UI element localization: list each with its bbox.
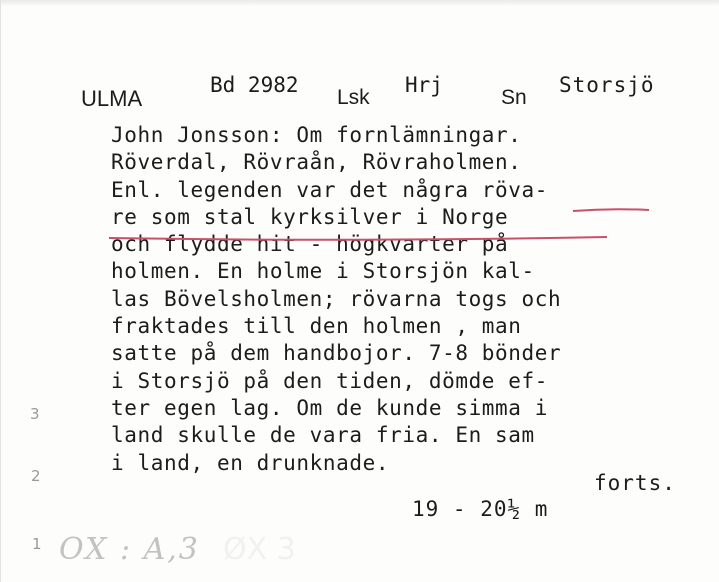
margin-number: 2 [31,467,41,485]
sn-label: Sn [501,86,527,109]
measurement-range: 19 - 20½ m [412,497,549,521]
text-line: i Storsjö på den tiden, dömde ef- [111,368,549,393]
parish-name: Storsjö [559,73,655,97]
volume-number: Bd 2982 [210,73,299,97]
continued-label: forts. [594,471,676,495]
red-underline-2 [107,233,611,245]
text-line: land skulle de vara fria. En sam [111,423,535,448]
text-line: holmen. En holme i Storsjön kal- [111,259,535,284]
text-line: fraktades till den holmen , man [111,314,522,339]
text-line: John Jonsson: Om fornlämningar. [111,123,522,147]
text-line: Röverdal, Rövraån, Rövraholmen. [111,150,522,175]
record-text [111,122,561,477]
hrj-label: Hrj [405,73,443,97]
text-line: Enl. legenden var det några röva- [111,177,549,202]
text-line: i land, en drunknade. [111,450,390,475]
margin-number: 3 [30,405,40,423]
text-line: och flydde hit - högkvarter på [111,232,509,257]
text-line: ter egen lag. Om de kunde simma i [111,395,549,420]
margin-number: 1 [32,535,42,553]
pencil-classification: OX : A,3 [59,532,200,567]
lsk-label: Lsk [337,86,370,109]
text-line: las Bövelsholmen; rövarna togs och [111,286,562,311]
red-underline-1 [571,205,651,215]
archive-name: ULMA [81,86,143,111]
text-line: re som stal kyrksilver i Norge [111,204,509,229]
text-line: satte på dem handbojor. 7-8 bönder [111,341,562,366]
card-top-edge [1,0,719,6]
faint-show-through: ØX 3 [223,532,296,567]
